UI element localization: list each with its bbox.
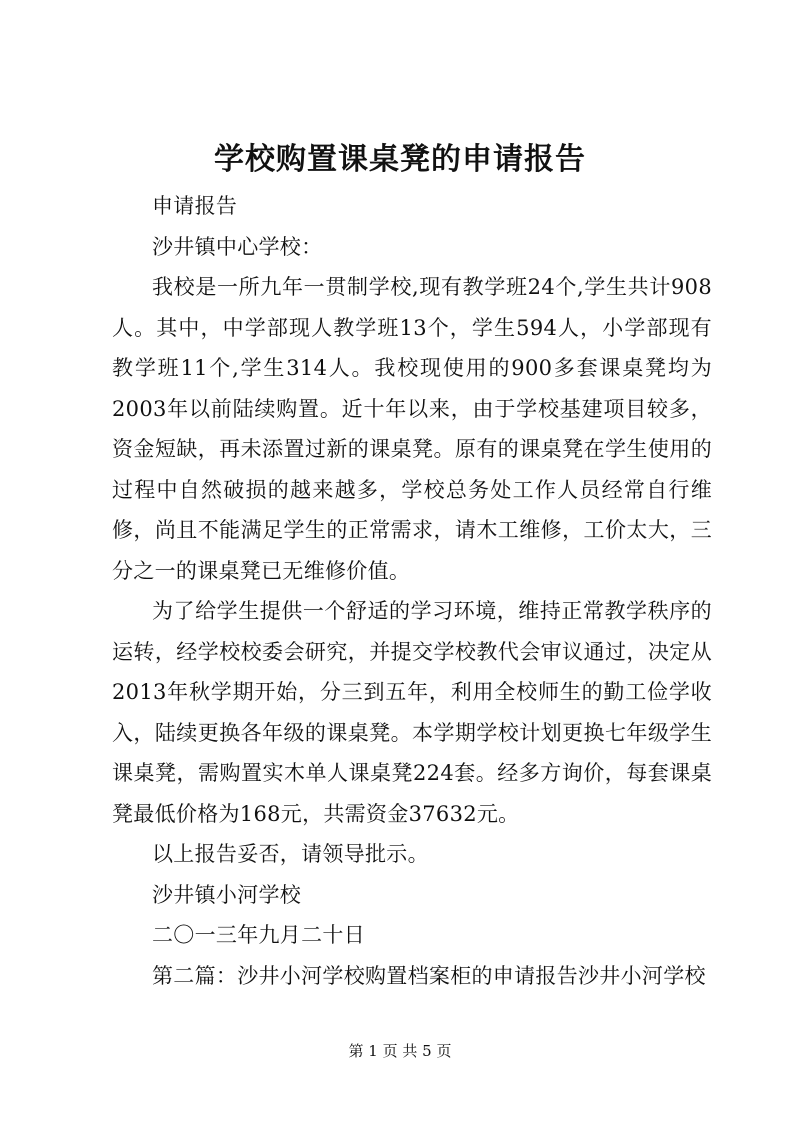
paragraph-signature: 沙井镇小河学校	[152, 882, 302, 907]
paragraph-background: 我校是一所九年一贯制学校,现有教学班24个,学生共计908人。其中，中学部现人教学班13个，学生594人，小学部现有教学班11个,学生314人。我校现使用的900多套课桌凳均为2003年以前陆续购置。近十年以来，由于学校基建项目较多，资金短缺，再未添置过新的课桌凳。原有的课桌凳在学生使用的过程中自然破损的越来越多，学校总务处工作人员经常自行维修，尚且不能满足学生的正常需求，请木工维修，工价太大，三分之一的课桌凳已无维修价值。	[112, 275, 712, 583]
document-body	[112, 186, 712, 996]
paragraph-request: 以上报告妥否，请领导批示。	[152, 842, 429, 866]
page-footer: 第 1 页 共 5 页	[348, 1042, 452, 1060]
paragraph-date: 二〇一三年九月二十日	[152, 923, 365, 947]
paragraph-plan: 为了给学生提供一个舒适的学习环境，维持正常教学秩序的运转，经学校校委会研究，并提交学校教代会审议通过，决定从2013年秋学期开始，分三到五年，利用全校师生的勤工俭学收入，陆续更换各年级的课桌凳。本学期学校计划更换七年级学生课桌凳，需购置实木单人课桌凳224套。经多方询价，每套课桌凳最低价格为168元，共需资金37632元。	[112, 599, 712, 826]
paragraph-recipient: 沙井镇中心学校：	[152, 234, 323, 259]
paragraph-next-section: 第二篇：沙井小河学校购置档案柜的申请报告沙井小河学校	[152, 963, 706, 988]
document-title: 学校购置课桌凳的申请报告	[214, 142, 586, 177]
paragraph-heading: 申请报告	[152, 194, 238, 218]
